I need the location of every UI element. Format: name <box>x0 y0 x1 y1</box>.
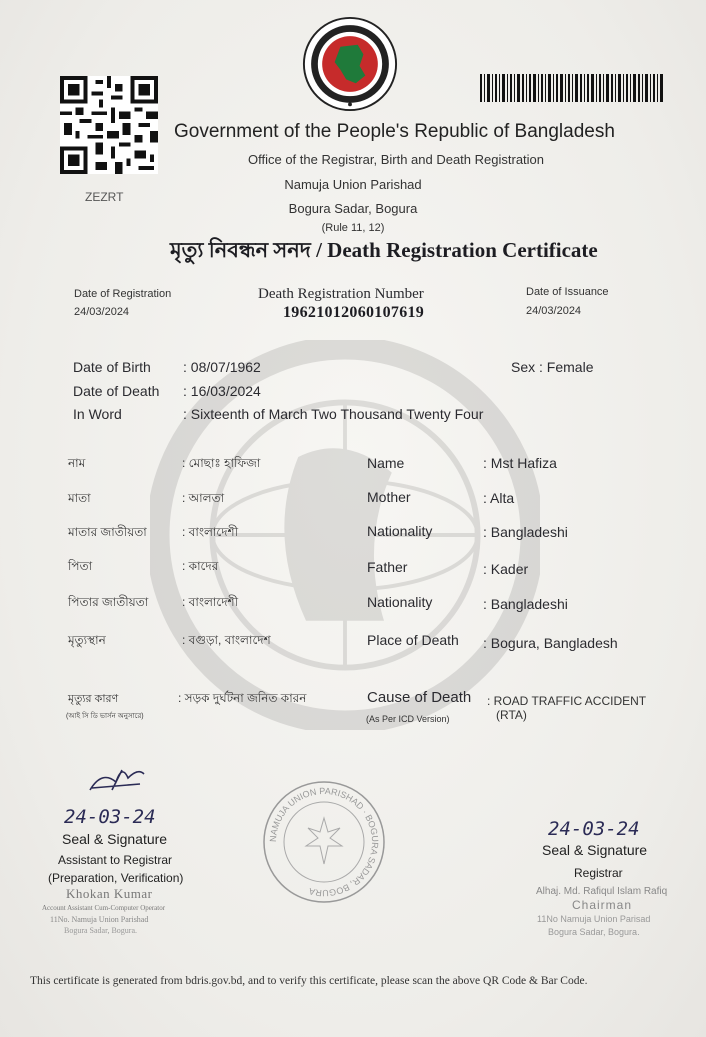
svg-text:NAMUJA UNION PARISHAD · BOGURA <box>268 786 380 898</box>
cause-en-value: : ROAD TRAFFIC ACCIDENT <box>487 694 647 708</box>
government-title: Government of the People's Republic of Bangladesh <box>174 121 615 142</box>
place-of-death-en-label: Place of Death <box>367 632 459 648</box>
registration-number-value: 19621012060107619 <box>283 304 425 321</box>
name-en-value: : Mst Hafiza <box>483 455 557 471</box>
seal-ring-text: NAMUJA UNION PARISHAD · BOGURA SADAR, BOGURA <box>267 785 381 899</box>
date-of-registration-label: Date of Registration <box>74 288 172 300</box>
mother-nationality-en-value: : Bangladeshi <box>483 524 568 540</box>
assistant-stamp-office: 11No. Namuja Union Parishad <box>50 915 149 924</box>
inword-label: In Word <box>73 406 122 422</box>
registrar-signature-date: 24-03-24 <box>548 818 640 840</box>
assistant-stamp-title: Account Assistant Cum-Computer Operator <box>42 904 166 912</box>
mother-en-value: : Alta <box>483 490 515 506</box>
dob-value: : 08/07/1962 <box>183 359 261 375</box>
sex-value: Sex : Female <box>511 359 594 375</box>
registrar-seal-label: Seal & Signature <box>542 842 648 858</box>
date-of-registration-value: 24/03/2024 <box>74 306 130 318</box>
registrar-stamp-place: Bogura Sadar, Bogura. <box>548 927 640 937</box>
district-name: Bogura Sadar, Bogura <box>288 201 418 216</box>
name-bn-value: : মোছাঃ হাফিজা <box>182 456 261 470</box>
mother-nationality-en-label: Nationality <box>367 523 433 539</box>
father-bn-label: পিতা <box>68 559 93 573</box>
father-en-label: Father <box>367 559 408 575</box>
cause-en-label: Cause of Death <box>367 689 472 706</box>
date-of-issuance-value: 24/03/2024 <box>526 305 582 317</box>
mother-nationality-bn-value: : বাংলাদেশী <box>182 525 239 539</box>
mother-bn-label: মাতা <box>68 491 91 505</box>
assistant-signature-date: 24-03-24 <box>64 806 156 828</box>
cause-en-sub: (As Per ICD Version) <box>366 714 450 724</box>
father-nationality-bn-value: : বাংলাদেশী <box>182 595 239 609</box>
assistant-stamp-place: Bogura Sadar, Bogura. <box>64 926 137 935</box>
dod-value: : 16/03/2024 <box>183 383 261 399</box>
assistant-role: Assistant to Registrar <box>58 853 173 867</box>
place-of-death-bn-value: : বগুড়া, বাংলাদেশ <box>182 633 271 647</box>
government-emblem-icon <box>302 16 398 112</box>
father-nationality-bn-label: পিতার জাতীয়তা <box>68 595 149 609</box>
cause-bn-label: মৃত্যুর কারণ <box>68 693 119 705</box>
office-name: Office of the Registrar, Birth and Death Registration <box>247 152 545 167</box>
cause-bn-sub: (আই সি ডি ভার্সন অনুসারে) <box>66 713 144 720</box>
father-nationality-en-value: : Bangladeshi <box>483 596 568 612</box>
father-nationality-en-label: Nationality <box>367 594 433 610</box>
union-seal-icon <box>262 780 386 904</box>
date-of-issuance-label: Date of Issuance <box>526 286 609 298</box>
cause-bn-value: : সড়ক দুর্ঘটনা জনিত কারন <box>178 691 307 705</box>
name-en-label: Name <box>367 455 405 471</box>
registrar-stamp-office: 11No Namuja Union Parisad <box>537 914 651 924</box>
assistant-signature-icon <box>82 760 152 800</box>
cause-en-value-abbr: (RTA) <box>496 708 527 722</box>
union-name: Namuja Union Parishad <box>284 177 422 192</box>
mother-nationality-bn-label: মাতার জাতীয়তা <box>68 525 147 539</box>
verification-footer: This certificate is generated from bdris.gov.bd, and to verify this certificate, please scan the above QR Code & Bar Code. <box>30 975 588 987</box>
registrar-stamp-title: Chairman <box>572 898 633 912</box>
certificate-title: মৃত্যু নিবন্ধন সনদ / Death Registration Certificate <box>170 238 598 262</box>
assistant-stamp-name: Khokan Kumar <box>66 886 153 901</box>
mother-en-label: Mother <box>367 489 411 505</box>
assistant-role-sub: (Preparation, Verification) <box>48 871 184 885</box>
inword-value: : Sixteenth of March Two Thousand Twenty Four <box>183 406 484 422</box>
place-of-death-bn-label: মৃত্যুস্থান <box>68 633 106 647</box>
barcode-icon <box>480 74 664 102</box>
qr-caption: ZEZRT <box>85 190 124 204</box>
assistant-seal-label: Seal & Signature <box>62 831 168 847</box>
father-en-value: : Kader <box>483 561 529 577</box>
dod-label: Date of Death <box>73 383 160 399</box>
dob-label: Date of Birth <box>73 359 151 375</box>
registrar-role: Registrar <box>574 866 623 880</box>
rule-reference: (Rule 11, 12) <box>321 222 385 234</box>
father-bn-value: : কাদের <box>182 559 219 573</box>
registration-number-label: Death Registration Number <box>258 286 424 302</box>
place-of-death-en-value: : Bogura, Bangladesh <box>483 635 618 651</box>
name-bn-label: নাম <box>68 456 86 470</box>
mother-bn-value: : আলতা <box>182 491 225 505</box>
registrar-stamp-name: Alhaj. Md. Rafiqul Islam Rafiq <box>536 886 668 897</box>
